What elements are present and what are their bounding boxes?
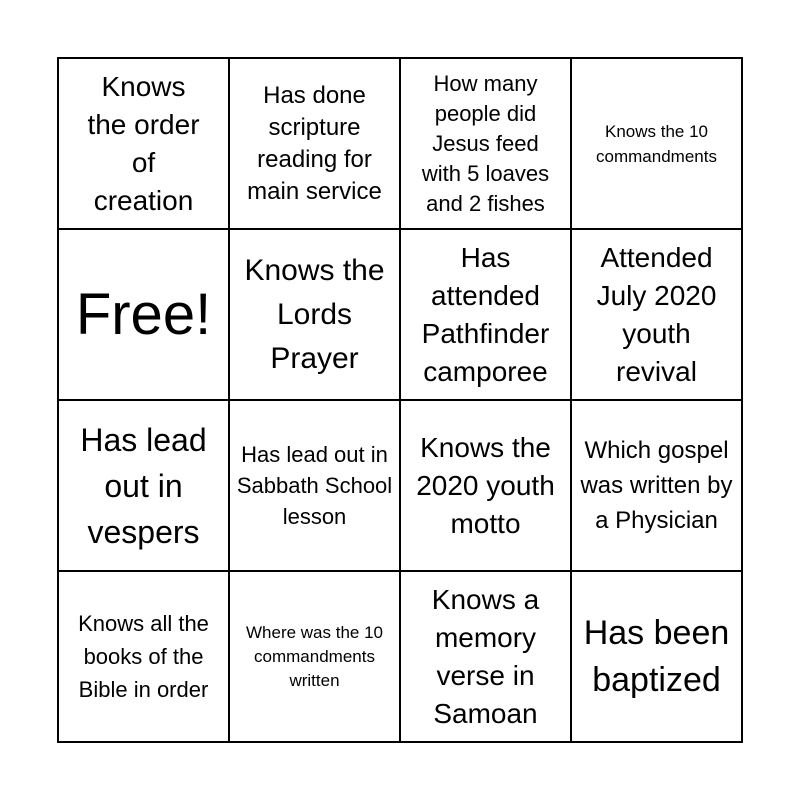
bingo-cell[interactable] xyxy=(59,59,230,230)
free-space[interactable] xyxy=(59,230,230,401)
bingo-cell[interactable] xyxy=(59,401,230,572)
bingo-cell[interactable] xyxy=(401,230,572,401)
bingo-cell-text: Has lead out in vespers xyxy=(80,421,207,550)
bingo-cell[interactable] xyxy=(401,401,572,572)
bingo-cell-text: Knows a memory verse in Samoan xyxy=(431,583,540,729)
bingo-cell[interactable] xyxy=(230,401,401,572)
bingo-cell-text: Where was the 10 commandments written xyxy=(245,622,383,690)
bingo-cell-text: Knows the 10 commandments xyxy=(596,121,717,166)
bingo-cell[interactable] xyxy=(572,401,743,572)
bingo-cell[interactable] xyxy=(401,59,572,230)
bingo-cell[interactable] xyxy=(230,230,401,401)
bingo-cell[interactable] xyxy=(572,59,743,230)
bingo-cell-text: Has lead out in Sabbath School lesson xyxy=(236,442,393,529)
bingo-cell-text: Which gospel was written by a Physician xyxy=(580,437,733,534)
bingo-cell[interactable] xyxy=(572,230,743,401)
bingo-board xyxy=(57,57,743,743)
bingo-cell-text: Knows the Lords Prayer xyxy=(244,253,385,375)
bingo-cell-text: Knows the order of creation xyxy=(87,70,200,216)
bingo-cell[interactable] xyxy=(230,572,401,743)
free-space-text: Free! xyxy=(75,281,212,347)
bingo-cell-text: Has attended Pathfinder camporee xyxy=(421,241,550,387)
bingo-cell-text: Knows all the books of the Bible in order xyxy=(78,611,209,702)
bingo-cell-text: Attended July 2020 youth revival xyxy=(596,241,717,387)
bingo-cell[interactable] xyxy=(401,572,572,743)
bingo-cell-text: Has been baptized xyxy=(583,613,730,699)
bingo-cell[interactable] xyxy=(230,59,401,230)
bingo-cell-text: Knows the 2020 youth motto xyxy=(416,431,555,539)
bingo-cell-text: Has done scripture reading for main service xyxy=(247,81,382,205)
bingo-cell[interactable] xyxy=(572,572,743,743)
bingo-cell-text: How many people did Jesus feed with 5 loaves and 2 fishes xyxy=(421,70,550,216)
bingo-cell[interactable] xyxy=(59,572,230,743)
